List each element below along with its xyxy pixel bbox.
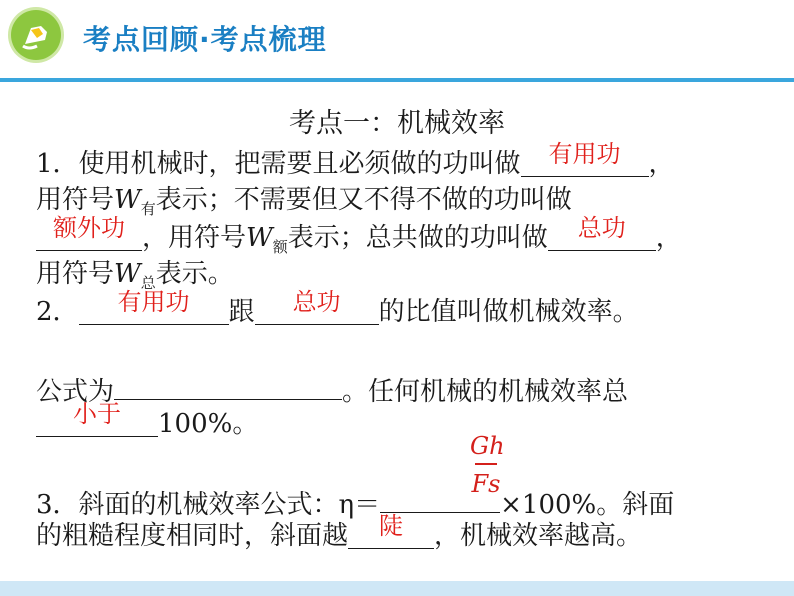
blank-total-work-2 [255,288,379,325]
fraction-numerator: Gh [470,432,505,460]
fraction-denominator: Fs [471,469,501,498]
p3-text: ，机械效率越高。 [434,521,643,551]
blank-efficiency-formula [380,482,500,513]
p2-text: 的比值叫做机械效率。 [378,297,639,327]
p2-text: 2． [36,297,79,327]
p3-text: ×100%。斜面 [500,490,675,520]
p2-line2 [36,369,628,410]
p3-text: 的粗糙程度相同时，斜面越 [36,521,349,551]
answer-total-work: 总功 [577,214,626,242]
p1-text: 表示；总共做的功叫做 [287,223,548,253]
blank-useful-work [521,140,649,177]
p1-line1 [36,140,675,182]
p1-text: ， [648,149,675,179]
header-divider [0,78,794,82]
subscript-total: 总 [140,274,156,292]
blank-extra-work [36,214,142,251]
symbol-W: W [246,223,273,253]
section-title: 考点一：机械效率 [289,108,505,139]
footer-bar [0,581,794,596]
p1-text: 用符号 [36,185,115,215]
p3-line2 [36,512,643,554]
p1-text: 用符号 [36,259,115,289]
answer-useful-work: 有用功 [548,140,621,168]
p1-text: 表示；不需要但又不得不做的功叫做 [155,185,572,215]
p1-text: 表示。 [155,259,234,289]
fraction-bar [475,463,497,465]
blank-formula [114,369,342,400]
p3-text: 3．斜面的机械效率公式：η＝ [36,490,381,520]
book-hand-icon [11,10,61,60]
logo [11,10,61,60]
answer-steep: 陡 [379,512,404,540]
blank-less-than [36,400,158,437]
p1-text: ， [655,223,682,253]
answer-less-than: 小于 [73,400,121,428]
blank-useful-work-2 [79,288,229,325]
header [0,0,794,84]
p1-text: 1．使用机械时，把需要且必须做的功叫做 [36,149,521,179]
answer-total-work-2: 总功 [292,288,341,316]
p2-text: 公式为 [36,377,115,407]
subscript-extra: 额 [272,238,288,256]
p2-text: 跟 [228,297,255,327]
symbol-W: W [114,259,141,289]
answer-useful-work-2: 有用功 [117,288,190,316]
symbol-W: W [114,185,141,215]
blank-total-work [548,214,656,251]
p2-text: 。任何机械的机械效率总 [342,377,629,407]
p3-line1 [36,482,674,523]
p1-text: ，用符号 [142,223,247,253]
p2-line3 [36,400,259,442]
page-header-title: 考点回顾·考点梳理 [83,23,327,56]
blank-steep [348,512,434,549]
answer-extra-work: 额外功 [53,214,125,242]
p2-text: 100%。 [158,409,259,439]
subscript-useful: 有 [140,200,156,218]
p2-line1 [36,288,639,330]
